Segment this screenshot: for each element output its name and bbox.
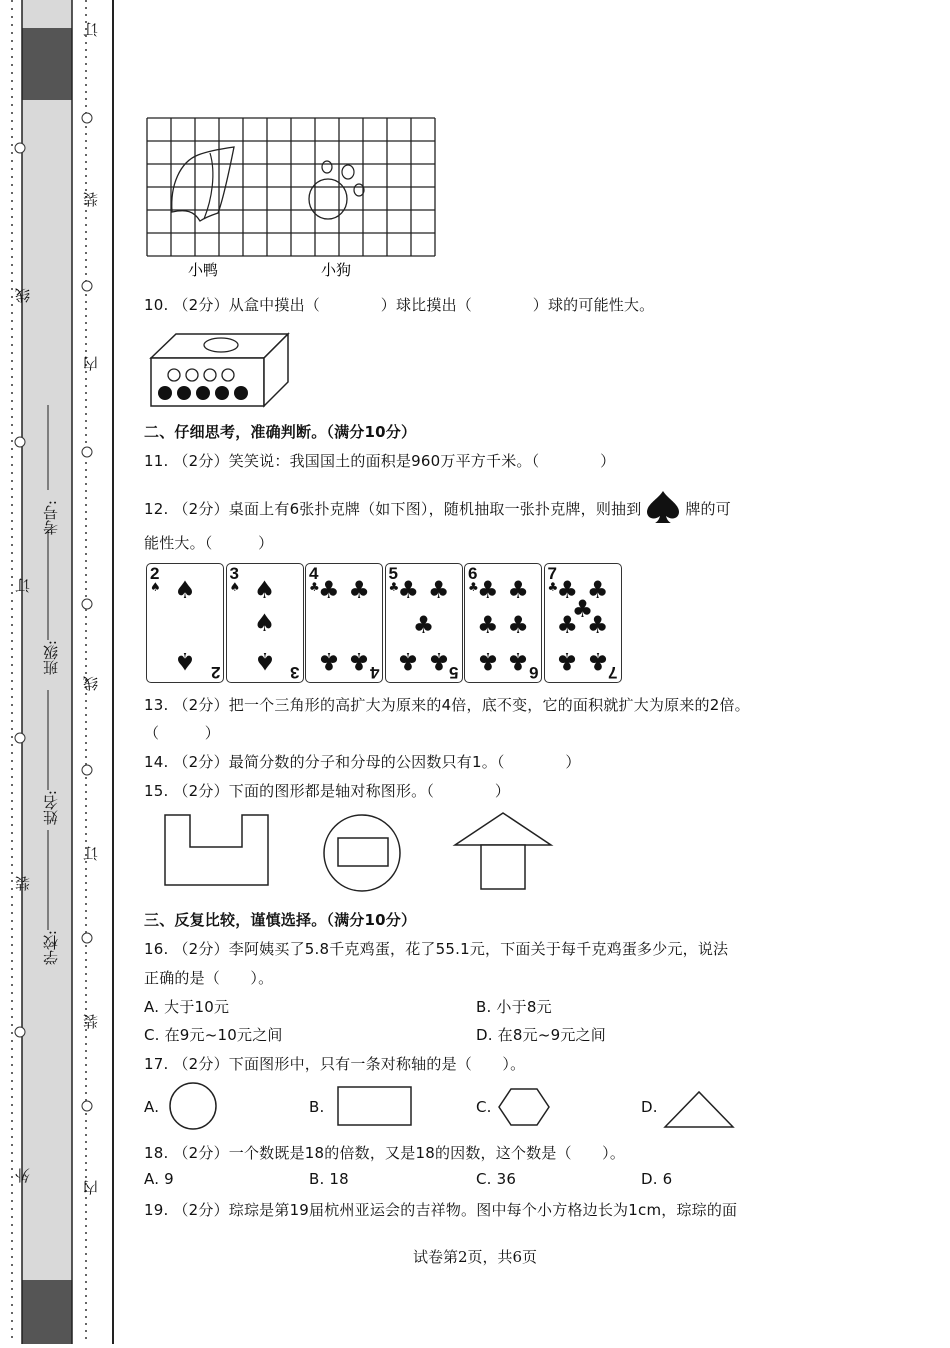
card-rank: 4 xyxy=(309,564,319,583)
q16-option-d: D. 在8元~9元之间 xyxy=(476,1026,606,1044)
ball-box-figure xyxy=(146,330,296,410)
card-corner-suit: ♠ xyxy=(229,580,241,594)
binding-outer-3: 线 xyxy=(14,288,32,303)
page-footer: 试卷第2页，共6页 xyxy=(412,1248,538,1266)
question-14: 14. （2分）最简分数的分子和分母的公因数只有1。（ ） xyxy=(144,753,581,771)
card-corner-suit: ♣ xyxy=(468,580,479,594)
card-corner-suit: ♠ xyxy=(150,580,161,594)
card-rank-bottom: 2 xyxy=(210,663,220,682)
duck-label: 小鸭 xyxy=(188,261,219,279)
class-label: 班级: xyxy=(42,640,60,676)
gutter-rule xyxy=(112,0,114,1344)
name-label: 姓名: xyxy=(42,790,60,826)
card-pip: ♣ xyxy=(348,646,370,675)
playing-card xyxy=(146,563,224,683)
question-12-line1 xyxy=(144,490,731,524)
card-rank: 5 xyxy=(388,564,398,583)
binding-inner-2: 订 xyxy=(82,846,100,861)
card-pip: ♠ xyxy=(253,609,276,637)
question-19: 19. （2分）琮琮是第19届杭州亚运会的吉祥物。图中每个小方格边长为1cm，琮琮的面 xyxy=(144,1201,738,1219)
card-pip: ♣ xyxy=(348,575,370,604)
q17-option-c: C. xyxy=(476,1098,492,1116)
card-pip: ♣ xyxy=(556,611,579,640)
card-pip: ♠ xyxy=(253,575,276,604)
binding-margin xyxy=(0,0,115,1344)
q16-option-a: A. 大于10元 xyxy=(144,998,230,1016)
q17-option-b: B. xyxy=(309,1098,325,1116)
playing-card xyxy=(544,563,622,683)
card-pip: ♣ xyxy=(507,646,529,675)
card-rank-bottom: 6 xyxy=(528,663,538,682)
card-pip: ♣ xyxy=(586,575,609,604)
card-rank-bottom: 7 xyxy=(608,663,618,682)
binding-inner-0: 内 xyxy=(82,1180,100,1195)
dog-label: 小狗 xyxy=(321,261,352,279)
section-3-heading: 三、反复比较，谨慎选择。（满分10分） xyxy=(144,911,417,929)
binding-outer-2: 订 xyxy=(14,578,32,593)
card-pip: ♣ xyxy=(477,611,499,640)
card-pip: ♣ xyxy=(586,646,609,675)
exam-number-label: 考号: xyxy=(42,500,60,536)
card-pip: ♣ xyxy=(318,646,340,675)
card-corner-suit: ♣ xyxy=(388,580,400,594)
playing-card xyxy=(385,563,463,683)
question-10: 10. （2分）从盒中摸出（ ）球比摸出（ ）球的可能性大。 xyxy=(144,296,655,314)
card-corner-suit: ♣ xyxy=(547,580,559,594)
binding-inner-top2: 装 xyxy=(82,192,100,207)
triangle-option xyxy=(665,1092,733,1127)
playing-card xyxy=(305,563,383,683)
binding-outer-0: 外 xyxy=(14,1168,32,1183)
card-corner-suit: ♣ xyxy=(309,580,320,594)
card-pip: ♣ xyxy=(318,575,340,604)
circle-option xyxy=(170,1083,216,1129)
card-pip: ♣ xyxy=(571,594,594,623)
card-rank: 7 xyxy=(547,564,557,583)
question-12-tail: 牌的可 xyxy=(685,500,731,518)
question-11: 11. （2分）笑笑说：我国国土的面积是960万平方千米。（ ） xyxy=(144,452,616,470)
q18-option-d: D. 6 xyxy=(641,1170,673,1188)
binding-inner-top: 内 xyxy=(82,356,100,371)
card-pip: ♠ xyxy=(174,646,196,675)
card-pip: ♣ xyxy=(507,575,529,604)
card-pip: ♣ xyxy=(556,646,579,675)
card-rank: 2 xyxy=(150,564,160,583)
binding-inner-3: 线 xyxy=(82,676,100,691)
q17-option-d: D. xyxy=(641,1098,658,1116)
playing-card xyxy=(464,563,542,683)
question-17: 17. （2分）下面图形中，只有一条对称轴的是（ ）。 xyxy=(144,1055,526,1073)
q17-option-a: A. xyxy=(144,1098,160,1116)
question-15: 15. （2分）下面的图形都是轴对称图形。（ ） xyxy=(144,782,511,800)
rectangle-option xyxy=(338,1087,411,1125)
card-rank: 3 xyxy=(229,564,239,583)
card-pip: ♣ xyxy=(397,646,420,675)
symmetry-shapes xyxy=(160,810,560,895)
spade-icon xyxy=(646,490,680,524)
playing-cards xyxy=(146,563,626,683)
q18-option-a: A. 9 xyxy=(144,1170,174,1188)
binding-outer-1: 装 xyxy=(14,876,32,891)
card-pip: ♣ xyxy=(586,611,609,640)
card-rank-bottom: 5 xyxy=(449,663,459,682)
school-label: 学校: xyxy=(42,930,60,966)
card-rank: 6 xyxy=(468,564,478,583)
card-pip: ♣ xyxy=(556,575,579,604)
section-2-heading: 二、仔细思考，准确判断。（满分10分） xyxy=(144,423,417,441)
card-pip: ♠ xyxy=(253,646,276,675)
question-13-line2: （ ） xyxy=(144,724,221,742)
q16-option-c: C. 在9元~10元之间 xyxy=(144,1026,283,1044)
question-12-line2: 能性大。（ ） xyxy=(144,534,274,552)
card-pip: ♣ xyxy=(477,646,499,675)
playing-card xyxy=(226,563,304,683)
q16-option-b: B. 小于8元 xyxy=(476,998,552,1016)
card-pip: ♣ xyxy=(507,611,529,640)
card-rank-bottom: 3 xyxy=(290,663,300,682)
card-pip: ♣ xyxy=(427,646,450,675)
card-pip: ♣ xyxy=(412,611,435,640)
grid-figure xyxy=(146,117,436,282)
card-rank-bottom: 4 xyxy=(369,663,379,682)
question-12-text: 12. （2分）桌面上有6张扑克牌（如下图），随机抽取一张扑克牌，则抽到 xyxy=(144,500,642,518)
q18-option-c: C. 36 xyxy=(476,1170,517,1188)
card-pip: ♣ xyxy=(397,575,420,604)
question-16-line2: 正确的是（ ）。 xyxy=(144,969,274,987)
hexagon-option xyxy=(499,1089,549,1125)
q18-option-b: B. 18 xyxy=(309,1170,349,1188)
question-16-line1: 16. （2分）李阿姨买了5.8千克鸡蛋，花了55.1元，下面关于每千克鸡蛋多少元，说法 xyxy=(144,940,729,958)
card-pip: ♠ xyxy=(174,575,196,604)
question-18: 18. （2分）一个数既是18的倍数，又是18的因数，这个数是（ ）。 xyxy=(144,1144,626,1162)
house-shape xyxy=(455,813,551,845)
card-pip: ♣ xyxy=(427,575,450,604)
binding-inner-top3: 订 xyxy=(82,22,100,37)
q17-shapes xyxy=(165,1080,745,1132)
binding-inner-1: 装 xyxy=(82,1014,100,1029)
card-pip: ♣ xyxy=(477,575,499,604)
u-shape xyxy=(165,815,268,885)
question-13-line1: 13. （2分）把一个三角形的高扩大为原来的4倍，底不变，它的面积就扩大为原来的2倍。 xyxy=(144,696,750,714)
